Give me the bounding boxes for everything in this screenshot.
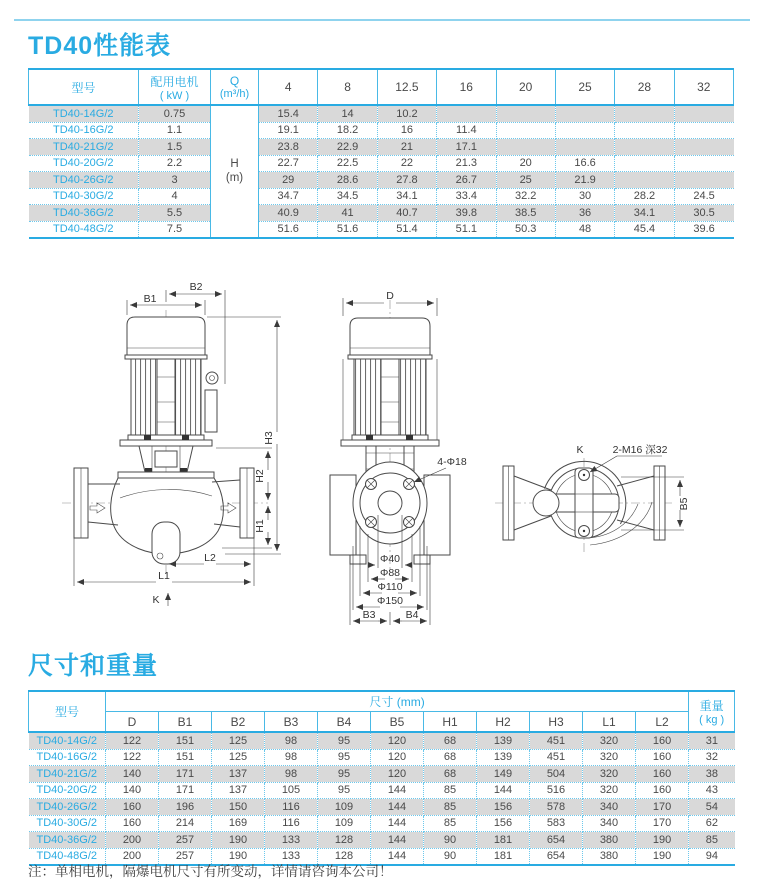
value-cell: 150 bbox=[212, 799, 265, 816]
table-row bbox=[29, 139, 734, 156]
value-cell: 39.6 bbox=[674, 221, 733, 238]
value-cell: 34.5 bbox=[318, 188, 377, 205]
value-cell: 320 bbox=[583, 766, 636, 783]
table-row bbox=[29, 766, 735, 783]
value-cell: 28.2 bbox=[615, 188, 674, 205]
value-cell: 28.6 bbox=[318, 172, 377, 189]
col-header-model: 型号 bbox=[29, 691, 106, 732]
value-cell: 116 bbox=[265, 799, 318, 816]
motor-power-cell: 1.5 bbox=[139, 139, 211, 156]
value-cell: 504 bbox=[530, 766, 583, 783]
value-cell: 169 bbox=[212, 815, 265, 832]
col-header-B2: B2 bbox=[212, 712, 265, 733]
value-cell: 34.7 bbox=[259, 188, 318, 205]
value-cell: 137 bbox=[212, 782, 265, 799]
value-cell: 214 bbox=[159, 815, 212, 832]
value-cell: 181 bbox=[477, 832, 530, 849]
value-cell: 38.5 bbox=[496, 205, 555, 222]
value-cell: 125 bbox=[212, 732, 265, 749]
value-cell: 36 bbox=[555, 205, 614, 222]
dim-label-h3: H3 bbox=[263, 431, 275, 445]
value-cell: 15.4 bbox=[259, 105, 318, 122]
value-cell: 170 bbox=[636, 799, 689, 816]
table-row bbox=[29, 832, 735, 849]
value-cell: 16 bbox=[377, 122, 436, 139]
value-cell: 29 bbox=[259, 172, 318, 189]
table-row bbox=[29, 172, 734, 189]
value-cell: 95 bbox=[318, 766, 371, 783]
value-cell: 48 bbox=[555, 221, 614, 238]
col-header-H3: H3 bbox=[530, 712, 583, 733]
value-cell: 320 bbox=[583, 782, 636, 799]
col-header-q12.5: 12.5 bbox=[377, 69, 436, 105]
performance-table-body bbox=[29, 105, 734, 238]
value-cell: 190 bbox=[212, 832, 265, 849]
value-cell: 120 bbox=[371, 766, 424, 783]
weight-cell: 85 bbox=[689, 832, 735, 849]
table-row bbox=[29, 205, 734, 222]
top-rule bbox=[14, 19, 750, 21]
value-cell bbox=[674, 155, 733, 172]
dim-label-phi110: Φ110 bbox=[377, 581, 403, 593]
value-cell: 22.5 bbox=[318, 155, 377, 172]
dim-label-b3: B3 bbox=[362, 609, 376, 621]
value-cell: 144 bbox=[371, 799, 424, 816]
value-cell: 90 bbox=[424, 848, 477, 865]
dim-label-d: D bbox=[386, 290, 394, 302]
col-header-q8: 8 bbox=[318, 69, 377, 105]
model-cell: TD40-36G/2 bbox=[29, 205, 139, 222]
weight-cell: 94 bbox=[689, 848, 735, 865]
value-cell: 22 bbox=[377, 155, 436, 172]
value-cell: 151 bbox=[159, 749, 212, 766]
table-row bbox=[29, 105, 734, 122]
value-cell: 160 bbox=[106, 815, 159, 832]
dimensions-weight-table bbox=[28, 690, 735, 866]
table-row bbox=[29, 188, 734, 205]
value-cell: 140 bbox=[106, 766, 159, 783]
value-cell: 160 bbox=[636, 766, 689, 783]
model-cell: TD40-14G/2 bbox=[29, 732, 106, 749]
value-cell: 39.8 bbox=[437, 205, 496, 222]
value-cell: 171 bbox=[159, 766, 212, 783]
value-cell: 68 bbox=[424, 749, 477, 766]
value-cell: 160 bbox=[636, 732, 689, 749]
value-cell bbox=[437, 105, 496, 122]
col-header-q25: 25 bbox=[555, 69, 614, 105]
value-cell: 139 bbox=[477, 732, 530, 749]
dimensions-header-row-2 bbox=[29, 712, 735, 733]
head-unit-cell: H (m) bbox=[211, 105, 259, 238]
value-cell: 41 bbox=[318, 205, 377, 222]
model-cell: TD40-14G/2 bbox=[29, 105, 139, 122]
value-cell: 128 bbox=[318, 832, 371, 849]
table-row bbox=[29, 732, 735, 749]
col-header-q20: 20 bbox=[496, 69, 555, 105]
value-cell: 654 bbox=[530, 832, 583, 849]
value-cell: 125 bbox=[212, 749, 265, 766]
value-cell: 133 bbox=[265, 848, 318, 865]
weight-cell: 54 bbox=[689, 799, 735, 816]
dim-label-phi88: Φ88 bbox=[379, 567, 401, 579]
value-cell: 156 bbox=[477, 815, 530, 832]
col-header-weight: 重量 ( kg ) bbox=[689, 691, 735, 732]
motor-power-cell: 4 bbox=[139, 188, 211, 205]
motor-power-cell: 7.5 bbox=[139, 221, 211, 238]
value-cell bbox=[615, 105, 674, 122]
value-cell: 320 bbox=[583, 749, 636, 766]
value-cell: 95 bbox=[318, 749, 371, 766]
weight-cell: 32 bbox=[689, 749, 735, 766]
table-row bbox=[29, 749, 735, 766]
value-cell: 85 bbox=[424, 815, 477, 832]
value-cell: 516 bbox=[530, 782, 583, 799]
dim-label-b1: B1 bbox=[143, 293, 157, 305]
value-cell: 257 bbox=[159, 848, 212, 865]
value-cell bbox=[615, 172, 674, 189]
value-cell: 156 bbox=[477, 799, 530, 816]
table-row bbox=[29, 221, 734, 238]
value-cell: 149 bbox=[477, 766, 530, 783]
top-view-drawing bbox=[495, 444, 690, 552]
model-cell: TD40-20G/2 bbox=[29, 155, 139, 172]
model-cell: TD40-36G/2 bbox=[29, 832, 106, 849]
value-cell bbox=[555, 105, 614, 122]
value-cell: 21 bbox=[377, 139, 436, 156]
value-cell: 122 bbox=[106, 749, 159, 766]
value-cell: 98 bbox=[265, 732, 318, 749]
weight-cell: 38 bbox=[689, 766, 735, 783]
value-cell: 137 bbox=[212, 766, 265, 783]
col-header-motor: 配用电机 ( kW ) bbox=[139, 69, 211, 105]
dim-label-phi40: Φ40 bbox=[379, 553, 401, 565]
model-cell: TD40-21G/2 bbox=[29, 766, 106, 783]
value-cell: 451 bbox=[530, 732, 583, 749]
value-cell: 90 bbox=[424, 832, 477, 849]
value-cell: 144 bbox=[477, 782, 530, 799]
dim-label-phi150: Φ150 bbox=[377, 595, 403, 607]
value-cell: 200 bbox=[106, 832, 159, 849]
performance-title: TD40性能表 bbox=[28, 32, 172, 60]
value-cell bbox=[674, 122, 733, 139]
model-cell: TD40-30G/2 bbox=[29, 815, 106, 832]
performance-header-row bbox=[29, 69, 734, 105]
model-cell: TD40-20G/2 bbox=[29, 782, 106, 799]
value-cell: 45.4 bbox=[615, 221, 674, 238]
value-cell: 340 bbox=[583, 799, 636, 816]
value-cell: 95 bbox=[318, 782, 371, 799]
table-row bbox=[29, 799, 735, 816]
dim-label-b2: B2 bbox=[189, 281, 203, 293]
value-cell bbox=[615, 155, 674, 172]
value-cell bbox=[674, 139, 733, 156]
value-cell: 144 bbox=[371, 848, 424, 865]
dim-label-l1: L1 bbox=[158, 570, 170, 582]
col-header-L1: L1 bbox=[583, 712, 636, 733]
value-cell: 22.9 bbox=[318, 139, 377, 156]
value-cell: 68 bbox=[424, 732, 477, 749]
value-cell: 40.7 bbox=[377, 205, 436, 222]
col-header-q4: 4 bbox=[259, 69, 318, 105]
model-cell: TD40-48G/2 bbox=[29, 221, 139, 238]
value-cell: 51.6 bbox=[259, 221, 318, 238]
motor-power-cell: 2.2 bbox=[139, 155, 211, 172]
col-header-q28: 28 bbox=[615, 69, 674, 105]
model-cell: TD40-16G/2 bbox=[29, 122, 139, 139]
value-cell: 34.1 bbox=[377, 188, 436, 205]
value-cell: 18.2 bbox=[318, 122, 377, 139]
value-cell: 320 bbox=[583, 732, 636, 749]
value-cell: 140 bbox=[106, 782, 159, 799]
value-cell: 120 bbox=[371, 749, 424, 766]
value-cell bbox=[496, 139, 555, 156]
value-cell: 20 bbox=[496, 155, 555, 172]
value-cell bbox=[555, 139, 614, 156]
value-cell: 23.8 bbox=[259, 139, 318, 156]
value-cell: 24.5 bbox=[674, 188, 733, 205]
col-header-q32: 32 bbox=[674, 69, 733, 105]
dim-label-h2: H2 bbox=[254, 469, 266, 483]
dim-label-thread: 2-M16 深32 bbox=[612, 444, 668, 456]
value-cell: 95 bbox=[318, 732, 371, 749]
col-header-B5: B5 bbox=[371, 712, 424, 733]
dim-label-k-top: K bbox=[576, 444, 584, 456]
col-header-H1: H1 bbox=[424, 712, 477, 733]
value-cell bbox=[615, 122, 674, 139]
value-cell: 68 bbox=[424, 766, 477, 783]
value-cell: 151 bbox=[159, 732, 212, 749]
performance-table bbox=[28, 68, 734, 239]
value-cell bbox=[674, 172, 733, 189]
value-cell: 380 bbox=[583, 848, 636, 865]
motor-power-cell: 1.1 bbox=[139, 122, 211, 139]
value-cell: 14 bbox=[318, 105, 377, 122]
value-cell: 120 bbox=[371, 732, 424, 749]
model-cell: TD40-30G/2 bbox=[29, 188, 139, 205]
dimensions-header-row-1 bbox=[29, 691, 735, 712]
value-cell: 190 bbox=[636, 848, 689, 865]
table-row bbox=[29, 815, 735, 832]
dimensions-title: 尺寸和重量 bbox=[28, 652, 159, 680]
weight-cell: 31 bbox=[689, 732, 735, 749]
model-cell: TD40-26G/2 bbox=[29, 799, 106, 816]
value-cell: 578 bbox=[530, 799, 583, 816]
value-cell: 144 bbox=[371, 815, 424, 832]
motor-power-cell: 3 bbox=[139, 172, 211, 189]
value-cell: 116 bbox=[265, 815, 318, 832]
col-header-flow-q: Q (m³/h) bbox=[211, 69, 259, 105]
col-header-B3: B3 bbox=[265, 712, 318, 733]
value-cell: 190 bbox=[636, 832, 689, 849]
col-header-model: 型号 bbox=[29, 69, 139, 105]
value-cell: 16.6 bbox=[555, 155, 614, 172]
value-cell: 51.4 bbox=[377, 221, 436, 238]
value-cell: 51.1 bbox=[437, 221, 496, 238]
value-cell: 32.2 bbox=[496, 188, 555, 205]
table-row bbox=[29, 155, 734, 172]
value-cell: 451 bbox=[530, 749, 583, 766]
model-cell: TD40-48G/2 bbox=[29, 848, 106, 865]
value-cell: 51.6 bbox=[318, 221, 377, 238]
technical-drawings bbox=[0, 272, 763, 650]
value-cell: 340 bbox=[583, 815, 636, 832]
value-cell: 109 bbox=[318, 799, 371, 816]
value-cell: 200 bbox=[106, 848, 159, 865]
value-cell: 50.3 bbox=[496, 221, 555, 238]
dim-label-4phi18: 4-Φ18 bbox=[437, 456, 467, 468]
value-cell bbox=[496, 105, 555, 122]
value-cell: 196 bbox=[159, 799, 212, 816]
value-cell: 25 bbox=[496, 172, 555, 189]
weight-cell: 43 bbox=[689, 782, 735, 799]
model-cell: TD40-16G/2 bbox=[29, 749, 106, 766]
value-cell: 85 bbox=[424, 782, 477, 799]
value-cell: 257 bbox=[159, 832, 212, 849]
footnote: 注：单相电机，隔爆电机尺寸有所变动，详情请咨询本公司！ bbox=[28, 864, 393, 879]
value-cell: 105 bbox=[265, 782, 318, 799]
weight-cell: 62 bbox=[689, 815, 735, 832]
col-header-B4: B4 bbox=[318, 712, 371, 733]
value-cell: 17.1 bbox=[437, 139, 496, 156]
col-header-L2: L2 bbox=[636, 712, 689, 733]
value-cell: 27.8 bbox=[377, 172, 436, 189]
col-header-H2: H2 bbox=[477, 712, 530, 733]
value-cell: 10.2 bbox=[377, 105, 436, 122]
value-cell: 26.7 bbox=[437, 172, 496, 189]
dim-label-h1: H1 bbox=[254, 519, 266, 533]
value-cell: 22.7 bbox=[259, 155, 318, 172]
value-cell: 122 bbox=[106, 732, 159, 749]
value-cell: 171 bbox=[159, 782, 212, 799]
value-cell: 160 bbox=[636, 749, 689, 766]
value-cell: 21.9 bbox=[555, 172, 614, 189]
value-cell: 181 bbox=[477, 848, 530, 865]
value-cell: 98 bbox=[265, 766, 318, 783]
value-cell: 380 bbox=[583, 832, 636, 849]
value-cell: 144 bbox=[371, 832, 424, 849]
value-cell bbox=[496, 122, 555, 139]
value-cell: 128 bbox=[318, 848, 371, 865]
motor-power-cell: 0.75 bbox=[139, 105, 211, 122]
col-header-q16: 16 bbox=[437, 69, 496, 105]
col-header-D: D bbox=[106, 712, 159, 733]
value-cell bbox=[555, 122, 614, 139]
value-cell: 30.5 bbox=[674, 205, 733, 222]
dim-label-l2: L2 bbox=[204, 552, 216, 564]
value-cell: 11.4 bbox=[437, 122, 496, 139]
dim-label-k-front: K bbox=[152, 594, 160, 606]
value-cell bbox=[615, 139, 674, 156]
col-header-dims-group: 尺寸 (mm) bbox=[106, 691, 689, 712]
value-cell: 583 bbox=[530, 815, 583, 832]
value-cell: 190 bbox=[212, 848, 265, 865]
value-cell bbox=[674, 105, 733, 122]
value-cell: 40.9 bbox=[259, 205, 318, 222]
table-row bbox=[29, 782, 735, 799]
value-cell: 85 bbox=[424, 799, 477, 816]
value-cell: 98 bbox=[265, 749, 318, 766]
value-cell: 21.3 bbox=[437, 155, 496, 172]
model-cell: TD40-26G/2 bbox=[29, 172, 139, 189]
side-view-drawing bbox=[330, 290, 467, 625]
value-cell: 160 bbox=[636, 782, 689, 799]
motor-power-cell: 5.5 bbox=[139, 205, 211, 222]
value-cell: 34.1 bbox=[615, 205, 674, 222]
value-cell: 654 bbox=[530, 848, 583, 865]
dimensions-table-body bbox=[29, 732, 735, 865]
value-cell: 109 bbox=[318, 815, 371, 832]
value-cell: 139 bbox=[477, 749, 530, 766]
value-cell: 144 bbox=[371, 782, 424, 799]
front-view-drawing bbox=[62, 281, 281, 606]
table-row bbox=[29, 122, 734, 139]
dim-label-b5: B5 bbox=[678, 497, 690, 511]
model-cell: TD40-21G/2 bbox=[29, 139, 139, 156]
value-cell: 160 bbox=[106, 799, 159, 816]
col-header-B1: B1 bbox=[159, 712, 212, 733]
value-cell: 170 bbox=[636, 815, 689, 832]
value-cell: 30 bbox=[555, 188, 614, 205]
value-cell: 19.1 bbox=[259, 122, 318, 139]
value-cell: 133 bbox=[265, 832, 318, 849]
dim-label-b4: B4 bbox=[405, 609, 419, 621]
value-cell: 33.4 bbox=[437, 188, 496, 205]
